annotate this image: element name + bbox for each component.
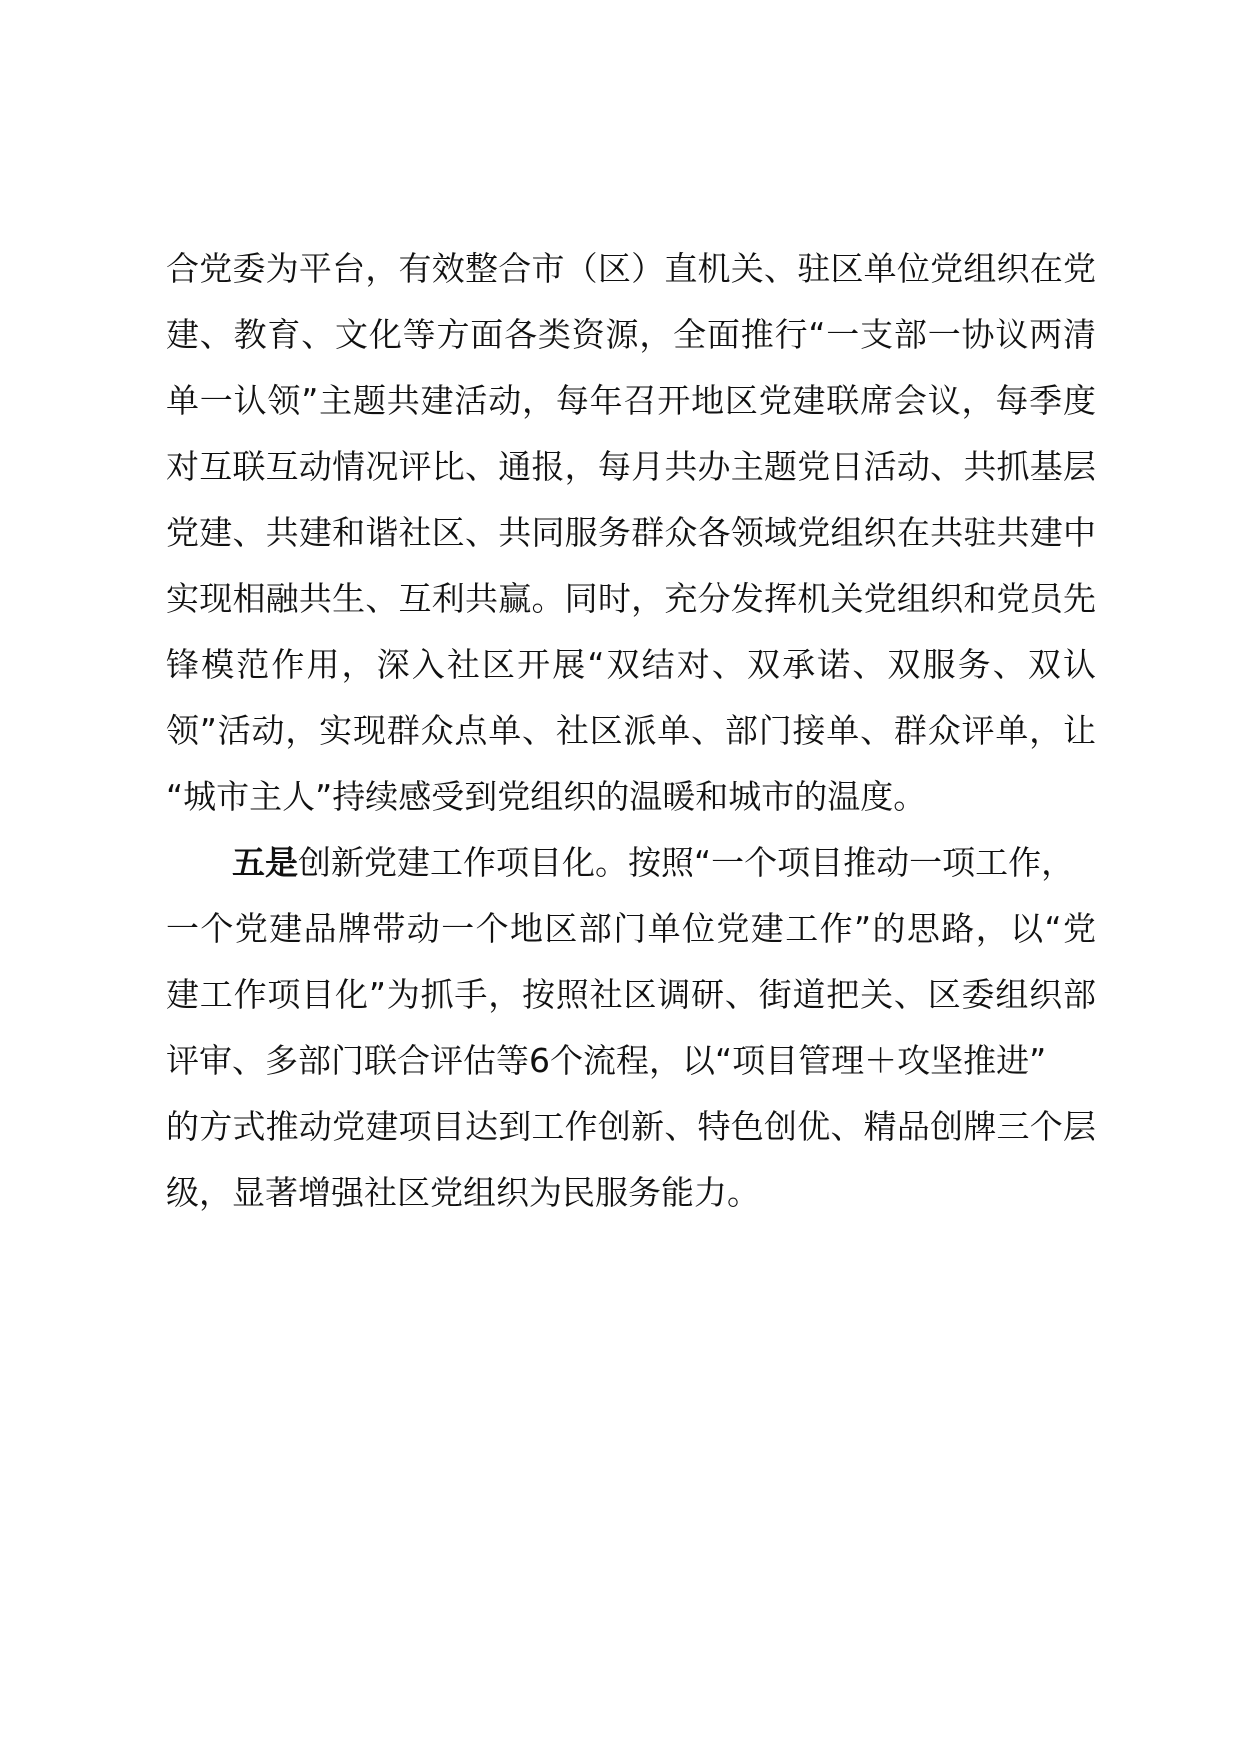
paragraph-first-line-text: 创新党建工作项目化。按照“一个项目推动一项工作， [298, 843, 1075, 882]
paragraph-line: 的方式推动党建项目达到工作创新、特色创优、精品创牌三个层 [166, 1107, 1096, 1146]
paragraph-line: 锋模范作用，深入社区开展“双结对、双承诺、双服务、双认 [166, 645, 1096, 684]
paragraph-line: 一个党建品牌带动一个地区部门单位党建工作”的思路，以“党 [166, 909, 1096, 948]
paragraph-community-party-building [166, 236, 1096, 830]
paragraph-line: 建、教育、文化等方面各类资源，全面推行“一支部一协议两清 [166, 315, 1096, 354]
paragraph-line: 级，显著增强社区党组织为民服务能力。 [166, 1173, 760, 1212]
document-body [166, 236, 1096, 1226]
paragraph-line: 合党委为平台，有效整合市（区）直机关、驻区单位党组织在党 [166, 249, 1096, 288]
paragraph-line: 党建、共建和谐社区、共同服务群众各领域党组织在共驻共建中 [166, 513, 1096, 552]
paragraph-line: 领”活动，实现群众点单、社区派单、部门接单、群众评单，让 [166, 711, 1096, 750]
paragraph-line: 单一认领”主题共建活动，每年召开地区党建联席会议，每季度 [166, 381, 1096, 420]
paragraph-lead-bold: 五是 [232, 843, 298, 882]
paragraph-line: 对互联互动情况评比、通报，每月共办主题党日活动、共抓基层 [166, 447, 1096, 486]
paragraph-line: 评审、多部门联合评估等6个流程，以“项目管理＋攻坚推进” [166, 1041, 1047, 1080]
paragraph-first-line [166, 830, 1096, 896]
paragraph-line: 建工作项目化”为抓手，按照社区调研、街道把关、区委组织部 [166, 975, 1096, 1014]
paragraph-project-based-party-building [166, 830, 1096, 1226]
paragraph-line: “城市主人”持续感受到党组织的温暖和城市的温度。 [166, 777, 927, 816]
paragraph-line: 实现相融共生、互利共赢。同时，充分发挥机关党组织和党员先 [166, 579, 1096, 618]
